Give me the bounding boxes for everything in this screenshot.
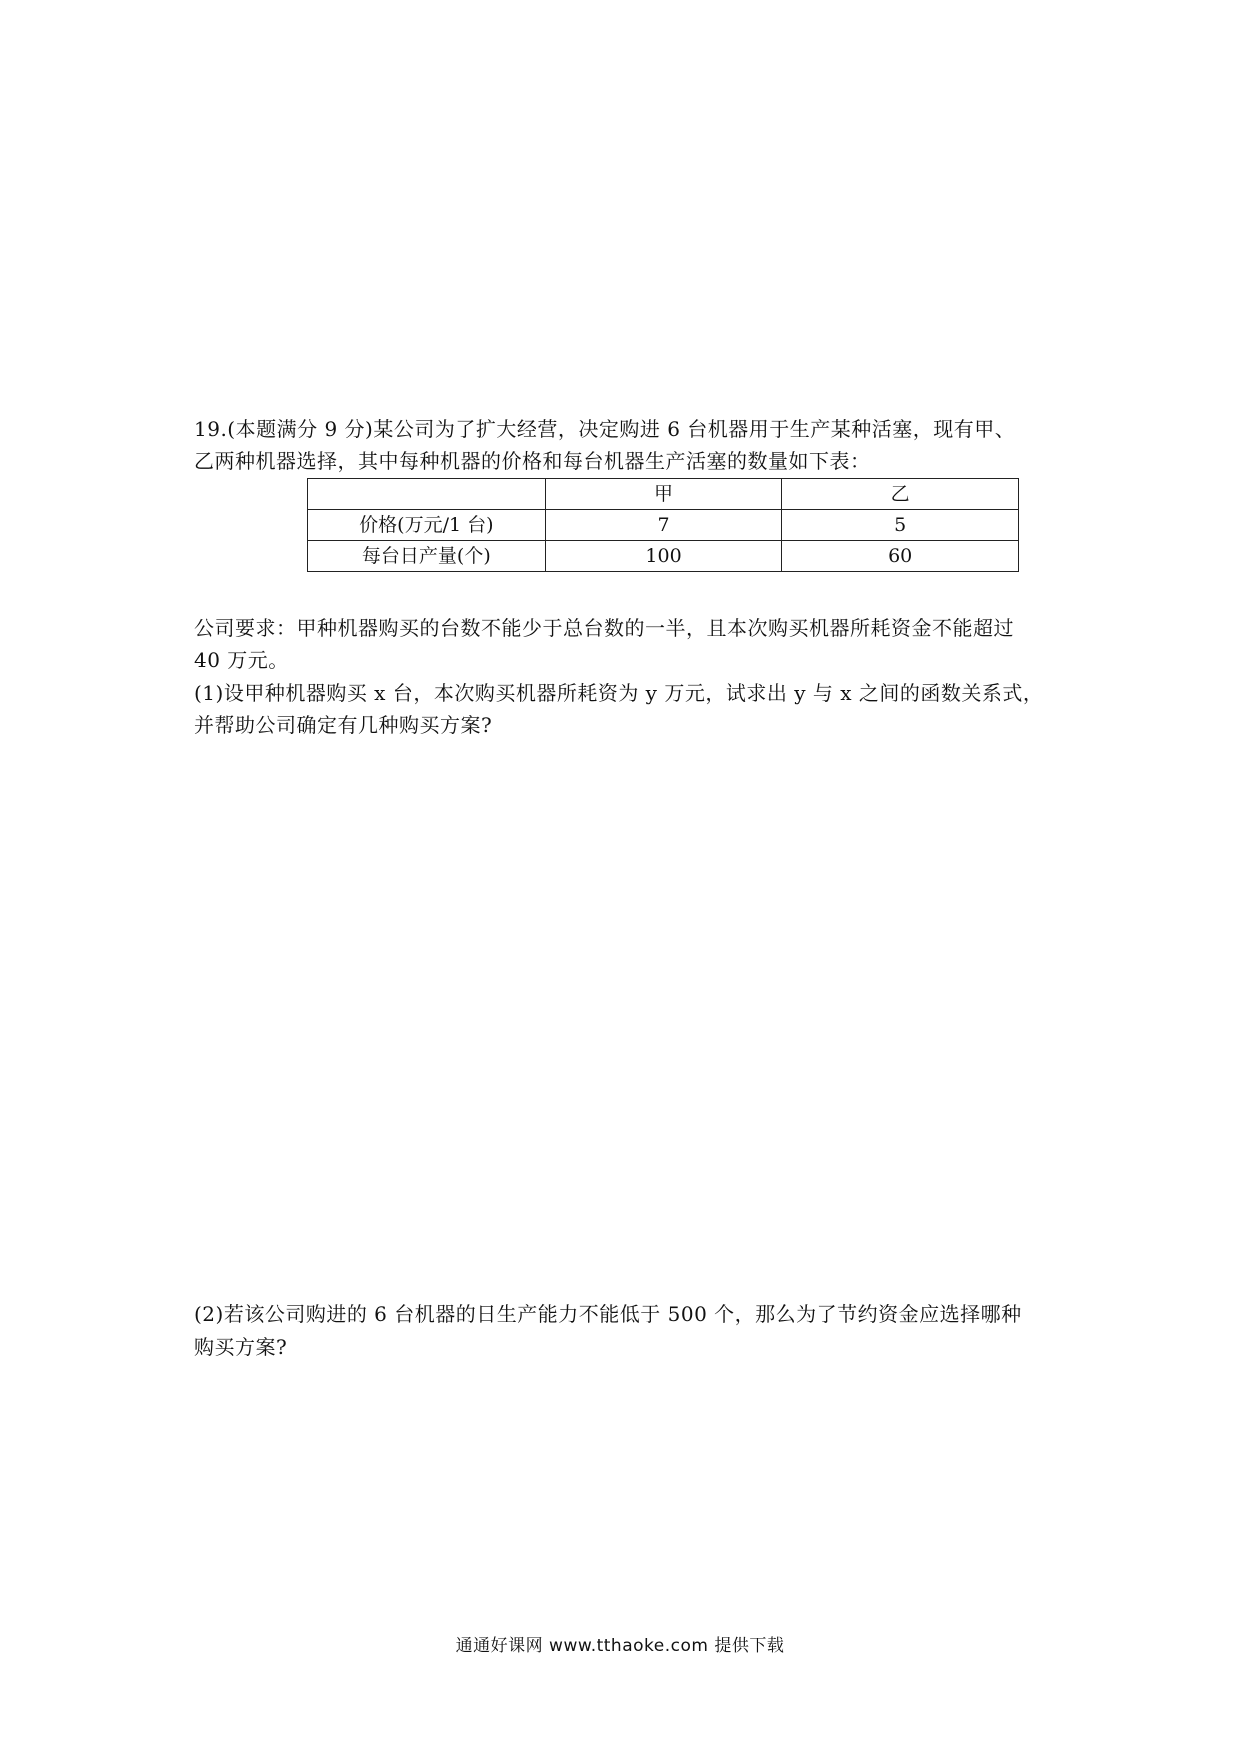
table-row-output <box>308 541 1019 572</box>
machine-comparison-table <box>307 478 1019 572</box>
table-header-row <box>308 479 1019 510</box>
part1-text-line-1: (1)设甲种机器购买 x 台，本次购买机器所耗资为 y 万元，试求出 y 与 x 之间的函数关系式， <box>194 681 1044 705</box>
table-cell-output-label: 每台日产量(个) <box>308 541 546 572</box>
question-text-line-1: 19.(本题满分 9 分)某公司为了扩大经营，决定购进 6 台机器用于生产某种活塞，现有甲、 <box>194 417 1016 441</box>
part2-text-line-2: 购买方案? <box>194 1335 288 1359</box>
table-header-cell-empty <box>308 479 546 510</box>
table-cell-output-machine-b: 60 <box>782 541 1019 572</box>
table-cell-output-machine-a: 100 <box>545 541 782 572</box>
table-cell-price-machine-a: 7 <box>545 510 782 541</box>
question-text-line-2: 乙两种机器选择，其中每种机器的价格和每台机器生产活塞的数量如下表： <box>194 449 871 473</box>
table-cell-price-machine-b: 5 <box>782 510 1019 541</box>
part2-text-line-1: (2)若该公司购进的 6 台机器的日生产能力不能低于 500 个，那么为了节约资金应选择哪种 <box>194 1302 1022 1326</box>
table-header-cell-machine-b: 乙 <box>782 479 1019 510</box>
table-header-cell-machine-a: 甲 <box>545 479 782 510</box>
part1-text-line-2: 并帮助公司确定有几种购买方案? <box>194 713 493 737</box>
requirement-text-line-2: 40 万元。 <box>194 648 289 672</box>
requirement-text-line-1: 公司要求：甲种机器购买的台数不能少于总台数的一半，且本次购买机器所耗资金不能超过 <box>194 616 1014 640</box>
table-cell-price-label: 价格(万元/1 台) <box>308 510 546 541</box>
page-footer: 通通好课网 www.tthaoke.com 提供下载 <box>455 1636 785 1656</box>
table-row-price <box>308 510 1019 541</box>
